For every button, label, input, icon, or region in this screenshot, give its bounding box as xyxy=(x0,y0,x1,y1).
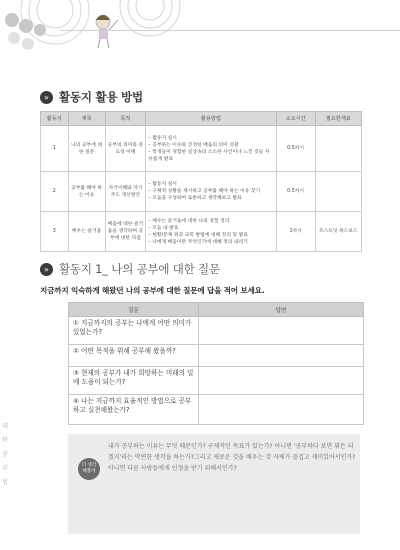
note-text: 내가 공부하는 이유는 무엇 때문인가? 구체적인 목표가 있는가? 아니면 '공부하다 보면 뭐든 되겠지'라는 막연한 생각을 하는가?그리고 새로운 것을 배우는 것 자체가 즐겁고 재미있어서인가? 아니면 다른 사람들에게 인정을 받기 위해서인가? xyxy=(108,443,356,472)
row-time: 1차시 xyxy=(276,212,315,252)
answer-cell[interactable] xyxy=(199,317,364,345)
table-row xyxy=(69,395,364,425)
table-row xyxy=(69,317,364,345)
row-purpose: 자기이해와 자기주도 개선방안 xyxy=(105,172,146,212)
col-header: 질문 xyxy=(69,303,199,317)
row-num: 3 xyxy=(41,212,69,252)
table-row xyxy=(41,172,362,212)
method-line: – 공부하는 이유와 진정한 배움의 의미 성찰 xyxy=(148,142,239,148)
col-header: 활용방법 xyxy=(146,112,276,126)
header-rule xyxy=(60,30,400,31)
think-more-box xyxy=(68,434,360,534)
row-method xyxy=(146,126,276,172)
section-title-text: 활동지 활용 방법 xyxy=(59,90,143,104)
row-time: 0.5차시 xyxy=(276,126,315,172)
row-purpose: 배움에 대한 즐거움을 생각하며 공부에 대한 다짐 xyxy=(105,212,146,252)
table-row xyxy=(41,212,362,252)
col-header: 소요시간 xyxy=(276,112,315,126)
row-method xyxy=(146,172,276,212)
question-cell: ③ 현재의 공부가 내가 희망하는 미래의 일에 도움이 되는가? xyxy=(69,367,199,395)
method-line: – 배우는 즐거움에 대한 나의 경험 정리 xyxy=(148,218,230,224)
side-vertical-label xyxy=(0,420,10,530)
col-header: 답변 xyxy=(199,303,364,317)
row-materials: 포스트잇 하드보드 xyxy=(315,212,361,252)
question-table xyxy=(68,302,364,425)
question-cell: ② 어떤 목적을 위해 공부해 왔을까? xyxy=(69,345,199,367)
row-num: 2 xyxy=(41,172,69,212)
col-header: 목적 xyxy=(105,112,146,126)
col-header: 활동지 xyxy=(41,112,69,126)
table-row xyxy=(69,367,364,395)
method-line: – 현황/문제 원과 극복 방법에 대해 정리 및 발표 xyxy=(148,232,248,238)
section-title-usage xyxy=(40,89,143,105)
instruction-text: 지금까지 익숙하게 해왔던 나의 공부에 대한 질문에 답을 적어 보세요. xyxy=(40,286,265,295)
col-header: 필요한재료 xyxy=(315,112,361,126)
answer-cell[interactable] xyxy=(199,345,364,367)
table-row xyxy=(69,345,364,367)
row-purpose: 공부의 의미와 중요성 이해 xyxy=(105,126,146,172)
table-row xyxy=(41,126,362,172)
method-line: – 모둠을 구성하여 토론하고 생각해보고 발표 xyxy=(148,196,242,201)
section-title-activity1 xyxy=(40,261,220,277)
row-title: 공부를 해야 하는 이유 xyxy=(68,172,105,212)
double-chevron-icon: » xyxy=(40,263,53,276)
header-art xyxy=(0,0,400,58)
row-materials xyxy=(315,126,361,172)
question-cell: ① 지금까지의 공부는 나에게 어떤 의미가 있었는가? xyxy=(69,317,199,345)
side-char: 공 xyxy=(2,451,8,458)
method-line: – 나에게 배움이란 무엇인가에 대해 정의 내리기 xyxy=(148,239,248,245)
double-chevron-icon: » xyxy=(40,91,53,104)
method-line: – 구체적 상황을 제시하고 공부를 해야 하는 이유 찾기 xyxy=(148,189,261,194)
method-line: – 활동지 실시 xyxy=(148,182,177,187)
answer-cell[interactable] xyxy=(199,367,364,395)
side-char: 학 xyxy=(2,437,8,444)
row-title: 배우는 즐거움 xyxy=(68,212,105,252)
answer-cell[interactable] xyxy=(199,395,364,425)
page-header-decoration xyxy=(0,0,400,58)
section-title-text: 활동지 1_ 나의 공부에 대한 질문 xyxy=(59,262,220,276)
badge-line: 더 생각 xyxy=(81,463,97,468)
method-line: – 학생들이 경험한 일상속의 소소한 사건이나 느낀 것들 자유롭게 발표 xyxy=(148,149,270,162)
col-header: 제목 xyxy=(68,112,105,126)
side-char: 부 xyxy=(2,465,8,472)
side-char: 대 xyxy=(2,423,8,430)
method-line: – 모둠 내 발표 xyxy=(148,225,179,231)
method-line: – 활동지 실시 xyxy=(148,135,177,141)
girl-illustration-icon xyxy=(96,15,118,48)
badge-line: 해볼까 xyxy=(82,469,96,474)
think-more-badge xyxy=(78,458,100,480)
side-char: 법 xyxy=(2,479,8,486)
question-cell: ④ 나는 지금까지 효율적인 방법으로 공부하고 실천해왔는가? xyxy=(69,395,199,425)
row-method xyxy=(146,212,276,252)
usage-table xyxy=(40,111,362,252)
row-time: 0.5차시 xyxy=(276,172,315,212)
row-title: 나의 공부에 대한 질문 xyxy=(68,126,105,172)
row-num: 1 xyxy=(41,126,69,172)
row-materials xyxy=(315,172,361,212)
